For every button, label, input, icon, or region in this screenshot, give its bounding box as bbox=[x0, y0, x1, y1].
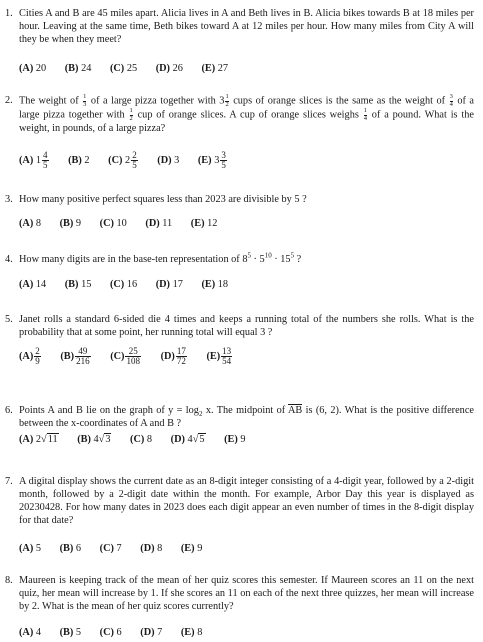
choice-e: (E) 18 bbox=[201, 279, 229, 291]
choice-e: (E) 8 bbox=[180, 627, 203, 639]
answer-choices bbox=[19, 278, 244, 291]
choice-d: (D) 17 bbox=[155, 279, 183, 291]
choice-d: (D) 4√5 bbox=[170, 434, 205, 446]
problem-stem: Janet rolls a standard 6-sided die 4 times and keeps a running total of the numbers she rolls. What is the probability that at some point, her running total will equal 3 ? bbox=[19, 314, 474, 338]
fraction: $\frac{3}{4}$ bbox=[449, 93, 453, 108]
choice-e: (E) 3 $\frac{3}{5}$ bbox=[197, 150, 226, 170]
choice-d: (D) $\frac{17}{72}$ bbox=[160, 346, 186, 366]
answer-choices bbox=[19, 347, 249, 366]
problem-number: 4. bbox=[5, 254, 13, 265]
problem-number: 7. bbox=[5, 476, 13, 487]
fraction: $\frac{1}{2}$ bbox=[129, 107, 133, 122]
problem-stem: Maureen is keeping track of the mean of her quiz scores this semester. If Maureen scores an 11 on the next quiz, her mean will increase by 1. If she scores an 11 on each of the next three quizzes, her mean will increase by 2. What is the mean of her quiz scores currently? bbox=[19, 575, 474, 612]
answer-choices bbox=[19, 542, 218, 555]
problem-number: 8. bbox=[5, 575, 13, 586]
choice-c: (C) 25 bbox=[109, 63, 138, 75]
problem-stem: The weight of $\frac{1}{3}$ of a large pizza together with 3 $\frac{1}{2}$ cups of orange slices is the same as the weight of $\frac{3}{4}$ of a large pizza together with $\frac{1}{2}$ cup of orange slices. A cup of orange slices weighs $\frac{1}{4}$ of a pound. What is the weight, in pounds, of a large pizza? bbox=[19, 93, 474, 134]
problem-number: 2. bbox=[5, 95, 13, 106]
problem-stem: How many positive perfect squares less than 2023 are divisible by 5 ? bbox=[19, 194, 307, 205]
choice-d: (D) 8 bbox=[140, 543, 163, 555]
choice-c: (C) $\frac{25}{108}$ bbox=[110, 346, 140, 366]
choice-e: (E) 9 bbox=[224, 434, 246, 446]
fraction: $\frac{1}{3}$ bbox=[83, 93, 87, 108]
problem-number: 3. bbox=[5, 194, 13, 205]
answer-choices bbox=[19, 217, 233, 230]
choice-c: (C) 2 $\frac{2}{5}$ bbox=[108, 150, 137, 170]
choice-d: (D) 11 bbox=[145, 218, 173, 230]
choice-a: (A) 20 bbox=[19, 63, 47, 75]
choice-a: (A) 4 bbox=[19, 627, 42, 639]
answer-choices bbox=[19, 433, 262, 446]
fraction: $\frac{1}{2}$ bbox=[225, 93, 229, 108]
choice-a: (A) 8 bbox=[19, 218, 42, 230]
choice-d: (D) 7 bbox=[140, 627, 163, 639]
choice-c: (C) 8 bbox=[130, 434, 153, 446]
answer-choices bbox=[19, 151, 244, 170]
fraction: $\frac{1}{4}$ bbox=[363, 107, 367, 122]
answer-choices bbox=[19, 626, 218, 639]
choice-c: (C) 7 bbox=[99, 543, 122, 555]
choice-c: (C) 10 bbox=[99, 218, 127, 230]
segment-ab: AB bbox=[287, 405, 303, 416]
problem-number: 1. bbox=[5, 8, 13, 19]
choice-b: (B) $\frac{49}{216}$ bbox=[60, 346, 90, 366]
choice-b: (B) 6 bbox=[59, 543, 82, 555]
choice-c: (C) 16 bbox=[109, 279, 138, 291]
problem-stem: Points A and B lie on the graph of $y = \log_2 x$. The midpoint of AB is (6, 2). What is the positive difference between the x-coordinates of A and B ? bbox=[19, 405, 474, 429]
problem-stem: A digital display shows the current date as an 8-digit integer consisting of a 4-digit year, followed by a 2-digit month, followed by a 2-digit date within the month. For example, Arbor Day this year is displayed as 20230428. For how many dates in 2023 does each digit appear an even number of times in the 8-digit display for that date? bbox=[19, 476, 474, 526]
choice-a: (A) 2√11 bbox=[19, 434, 58, 446]
choice-a: (A) 5 bbox=[19, 543, 42, 555]
problem-stem: How many digits are in the base-ten representation of $8^5 \cdot 5^{10} \cdot 15^5$ ? bbox=[19, 251, 302, 265]
problem-number: 5. bbox=[5, 314, 13, 325]
choice-b: (B) 24 bbox=[64, 63, 92, 75]
choice-e: (E) 12 bbox=[190, 218, 218, 230]
choice-d: (D) 26 bbox=[155, 63, 183, 75]
choice-d: (D) 3 bbox=[157, 155, 180, 166]
problem-stem: Cities A and B are 45 miles apart. Alicia lives in A and Beth lives in B. Alicia bikes towards B at 18 miles per hour. Leaving at the same time, Beth bikes toward A at 12 miles per hour. How many miles from City A will they be when they meet? bbox=[19, 8, 474, 45]
answer-choices bbox=[19, 62, 244, 75]
choice-e: (E) 9 bbox=[180, 543, 203, 555]
choice-b: (B) 9 bbox=[59, 218, 82, 230]
choice-a: (A) $\frac{2}{9}$ bbox=[19, 346, 40, 366]
choice-b: (B) 15 bbox=[64, 279, 92, 291]
choice-b: (B) 2 bbox=[68, 155, 90, 166]
problem-number: 6. bbox=[5, 405, 13, 416]
choice-a: (A) 14 bbox=[19, 279, 47, 291]
choice-e: (E) $\frac{13}{54}$ bbox=[206, 346, 232, 366]
choice-b: (B) 5 bbox=[59, 627, 82, 639]
choice-c: (C) 6 bbox=[99, 627, 122, 639]
choice-e: (E) 27 bbox=[201, 63, 229, 75]
choice-b: (B) 4√3 bbox=[77, 434, 111, 446]
choice-a: (A) 1 $\frac{4}{5}$ bbox=[19, 150, 48, 170]
